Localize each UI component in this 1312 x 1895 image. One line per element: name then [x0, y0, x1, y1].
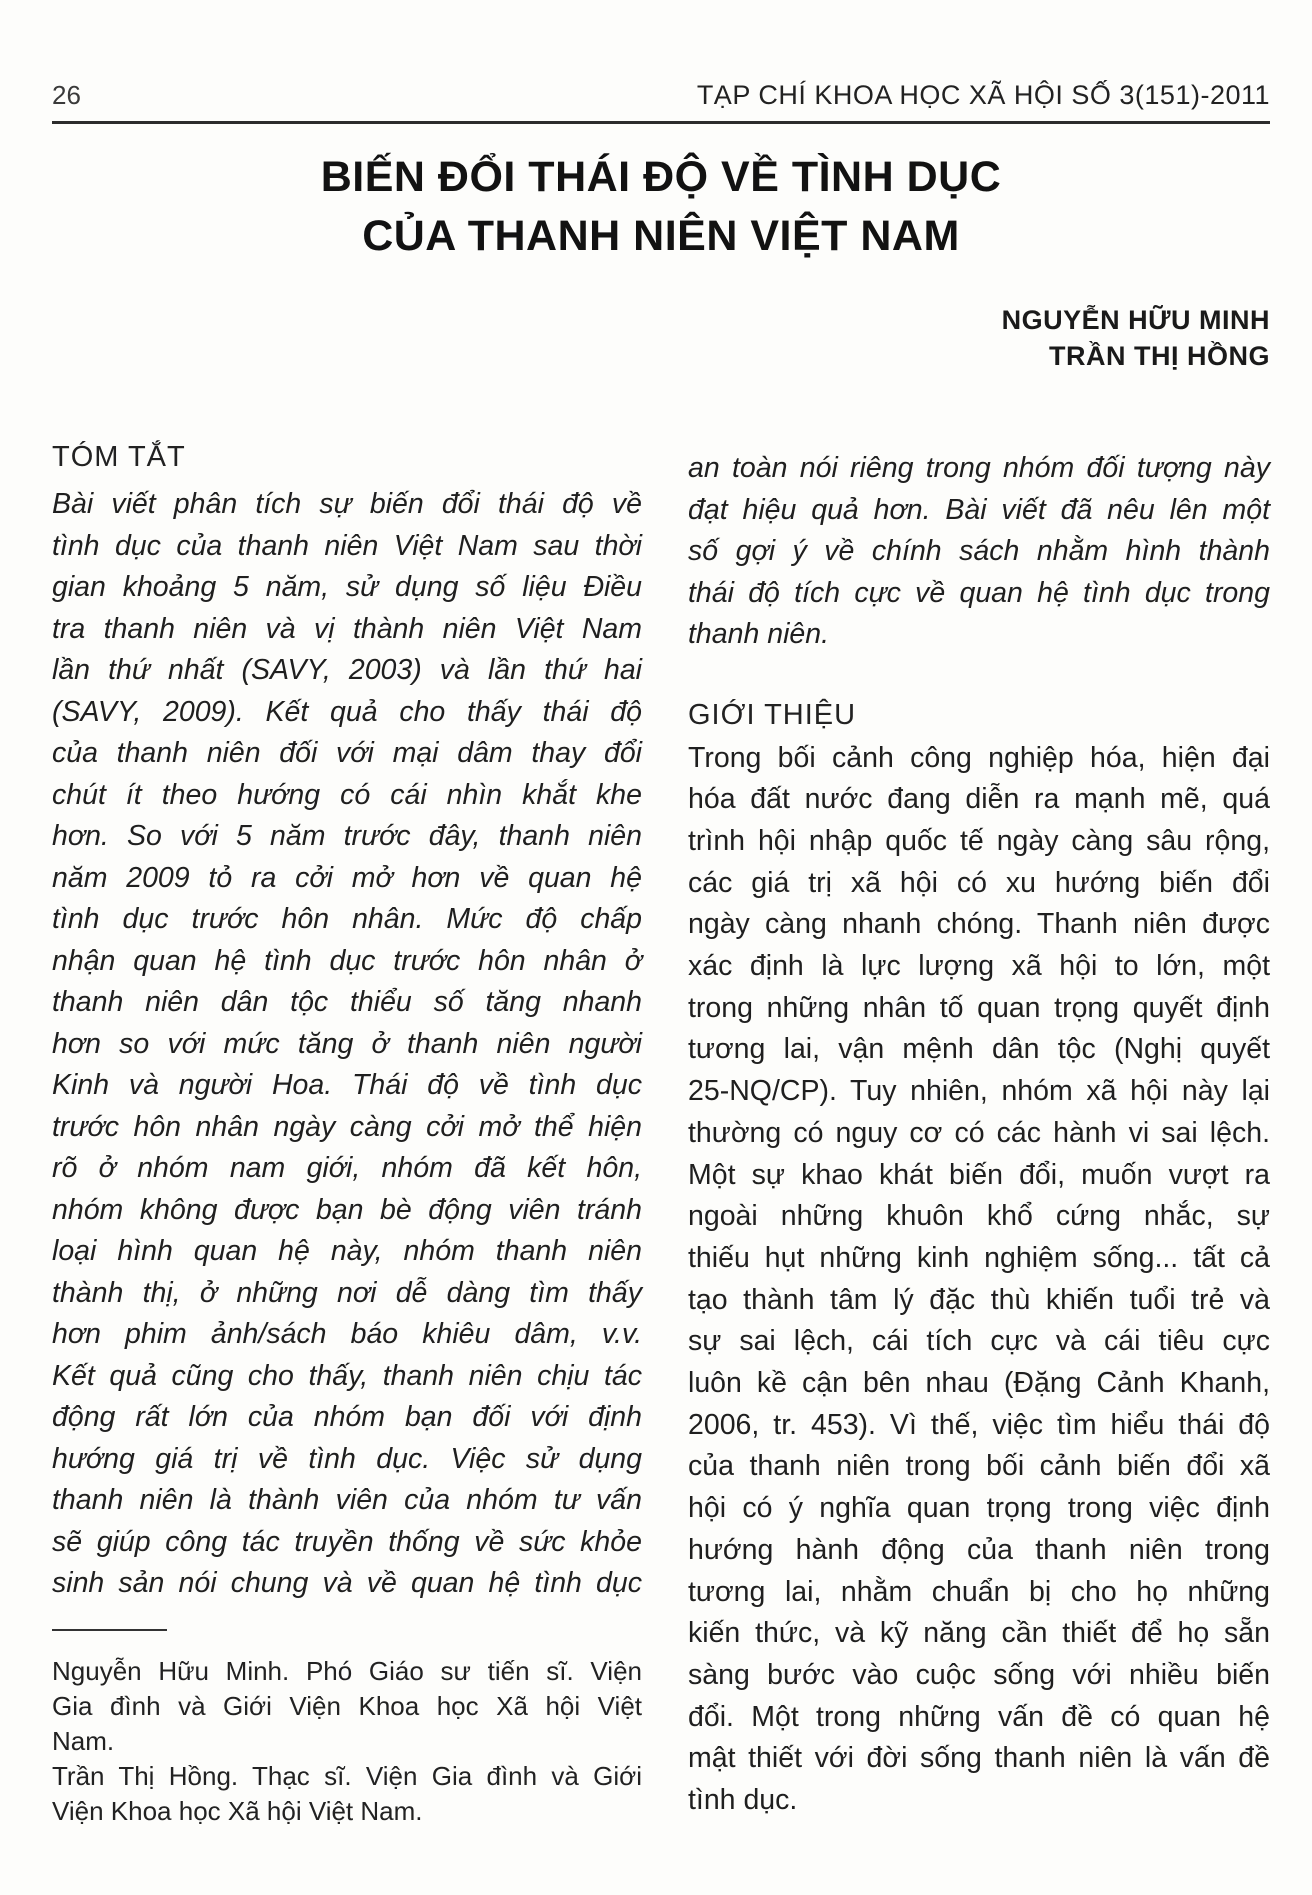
text-line: ngày càng nhanh chóng. Thanh niên được: [688, 908, 1270, 941]
text-line: các giá trị xã hội có xu hướng biến đổi: [688, 866, 1270, 899]
footnote-author-1: [52, 1654, 642, 1759]
text-line: sinh sản nói chung và về quan hệ tình dục: [52, 1567, 642, 1599]
text-line: hội có ý nghĩa quan trọng trong việc định: [688, 1492, 1270, 1525]
text-line: kiến thức, và kỹ năng cần thiết để họ sẵn: [688, 1617, 1270, 1650]
introduction-paragraph: [688, 738, 1270, 1822]
text-line: sẽ giúp công tác truyền thống về sức khỏe: [52, 1525, 642, 1558]
text-line: năm 2009 tỏ ra cởi mở hơn về quan hệ: [52, 861, 642, 894]
text-line: của thanh niên đối với mại dâm thay đổi: [52, 737, 642, 769]
footnote-author-2: [52, 1759, 642, 1829]
text-line: Một sự khao khát biến đổi, muốn vượt ra: [688, 1158, 1270, 1191]
text-line: trình hội nhập quốc tế ngày càng sâu rộng,: [688, 824, 1270, 857]
text-line: tình dục trước hôn nhân. Mức độ chấp: [52, 903, 642, 935]
text-line: tạo thành tâm lý đặc thù khiến tuổi trẻ và: [688, 1283, 1270, 1316]
article-title-line-2: CỦA THANH NIÊN VIỆT NAM: [362, 212, 960, 260]
text-line: tương lai, nhằm chuẩn bị cho họ những: [688, 1575, 1270, 1608]
text-line: hơn phim ảnh/sách báo khiêu dâm, v.v.: [52, 1318, 642, 1350]
text-line: hơn. So với 5 năm trước đây, thanh niên: [52, 820, 642, 852]
article-title: [52, 148, 1270, 266]
introduction-heading: GIỚI THIỆU: [688, 698, 857, 731]
abstract-right-paragraph: [688, 448, 1270, 656]
text-line: thanh niên là thành viên của nhóm tư vấn: [52, 1484, 642, 1516]
text-line: 2006, tr. 453). Vì thế, việc tìm hiểu thái độ: [688, 1408, 1270, 1441]
authors-block: [52, 302, 1270, 374]
text-line: thanh niên.: [688, 618, 830, 650]
page-number: 26: [52, 80, 81, 110]
text-line: ngoài những khuôn khổ cứng nhắc, sự: [688, 1200, 1270, 1233]
text-line: đổi. Một trong những vấn đề có quan hệ: [688, 1700, 1270, 1733]
text-line: rõ ở nhóm nam giới, nhóm đã kết hôn,: [52, 1152, 642, 1184]
text-line: Viện Khoa học Xã hội Việt Nam.: [52, 1795, 423, 1826]
text-line: xác định là lực lượng xã hội to lớn, một: [688, 950, 1270, 983]
text-line: Nam.: [52, 1725, 115, 1756]
text-line: Kết quả cũng cho thấy, thanh niên chịu tác: [52, 1359, 642, 1392]
right-column: [688, 436, 1270, 1829]
text-line: nhận quan hệ tình dục trước hôn nhân ở: [52, 944, 642, 977]
text-line: thanh niên dân tộc thiểu số tăng nhanh: [52, 986, 642, 1018]
left-column: [52, 436, 642, 1829]
two-column-body: [52, 436, 1270, 1829]
text-line: lần thứ nhất (SAVY, 2003) và lần thứ hai: [52, 654, 642, 686]
text-line: an toàn nói riêng trong nhóm đối tượng này: [688, 452, 1270, 484]
text-line: thái độ tích cực về quan hệ tình dục trong: [688, 576, 1270, 609]
text-line: luôn kề cận bên nhau (Đặng Cảnh Khanh,: [688, 1367, 1270, 1400]
text-line: động rất lớn của nhóm bạn đối với định: [52, 1401, 642, 1433]
text-line: hướng giá trị về tình dục. Việc sử dụng: [52, 1442, 642, 1475]
text-line: chút ít theo hướng có cái nhìn khắt khe: [52, 778, 642, 811]
article-title-line-1: BIẾN ĐỔI THÁI ĐỘ VỀ TÌNH DỤC: [320, 153, 1002, 201]
text-line: sàng bước vào cuộc sống với nhiều biến: [688, 1658, 1270, 1691]
text-line: sự sai lệch, cái tích cực và cái tiêu cực: [688, 1325, 1270, 1358]
text-line: Nguyễn Hữu Minh. Phó Giáo sư tiến sĩ. Viện: [52, 1655, 642, 1686]
header-rule: [52, 121, 1270, 124]
text-line: số gợi ý về chính sách nhằm hình thành: [688, 535, 1270, 567]
text-line: hóa đất nước đang diễn ra mạnh mẽ, quá: [688, 783, 1270, 816]
author-name-1: NGUYỄN HỮU MINH: [1001, 305, 1270, 335]
text-line: thường có nguy cơ có các hành vi sai lệch.: [688, 1116, 1270, 1149]
footnote: [52, 1654, 642, 1829]
author-name-2: TRẦN THỊ HỒNG: [1049, 341, 1270, 371]
text-line: của thanh niên trong bối cảnh biến đổi xã: [688, 1450, 1270, 1483]
abstract-left-paragraph: [52, 484, 642, 1605]
text-line: hướng hành động của thanh niên trong: [688, 1533, 1270, 1566]
text-line: Bài viết phân tích sự biến đổi thái độ về: [52, 488, 642, 520]
text-line: tình dục của thanh niên Việt Nam sau thời: [52, 529, 642, 562]
text-line: tình dục.: [688, 1784, 798, 1817]
text-line: tương lai, vận mệnh dân tộc (Nghị quyết: [688, 1033, 1270, 1066]
text-line: Trong bối cảnh công nghiệp hóa, hiện đại: [688, 741, 1270, 774]
page-header: [52, 0, 1270, 112]
text-line: tra thanh niên và vị thành niên Việt Nam: [52, 612, 642, 645]
text-line: thành thị, ở những nơi dễ dàng tìm thấy: [52, 1276, 642, 1309]
text-line: thiếu hụt những kinh nghiệm sống... tất cả: [688, 1241, 1270, 1274]
abstract-heading: TÓM TẮT: [52, 441, 186, 473]
text-line: nhóm không được bạn bè động viên tránh: [52, 1193, 642, 1226]
text-line: (SAVY, 2009). Kết quả cho thấy thái độ: [52, 695, 642, 728]
text-line: đạt hiệu quả hơn. Bài viết đã nêu lên một: [688, 493, 1270, 526]
text-line: mật thiết với đời sống thanh niên là vấn đề: [688, 1742, 1270, 1775]
text-line: trước hôn nhân ngày càng cởi mở thể hiện: [52, 1110, 642, 1143]
text-line: Trần Thị Hồng. Thạc sĩ. Viện Gia đình và Giới: [52, 1760, 642, 1791]
footnote-rule: [52, 1629, 167, 1631]
text-line: hơn so với mức tăng ở thanh niên người: [52, 1027, 642, 1060]
text-line: Gia đình và Giới Viện Khoa học Xã hội Việt: [52, 1690, 642, 1721]
text-line: loại hình quan hệ này, nhóm thanh niên: [52, 1235, 642, 1267]
text-line: trong những nhân tố quan trọng quyết định: [688, 991, 1270, 1024]
text-line: Kinh và người Hoa. Thái độ về tình dục: [52, 1069, 642, 1101]
text-line: 25-NQ/CP). Tuy nhiên, nhóm xã hội này lại: [688, 1075, 1270, 1108]
text-line: gian khoảng 5 năm, sử dụng số liệu Điều: [52, 571, 642, 603]
journal-title: TẠP CHÍ KHOA HỌC XÃ HỘI SỐ 3(151)-2011: [696, 80, 1270, 110]
